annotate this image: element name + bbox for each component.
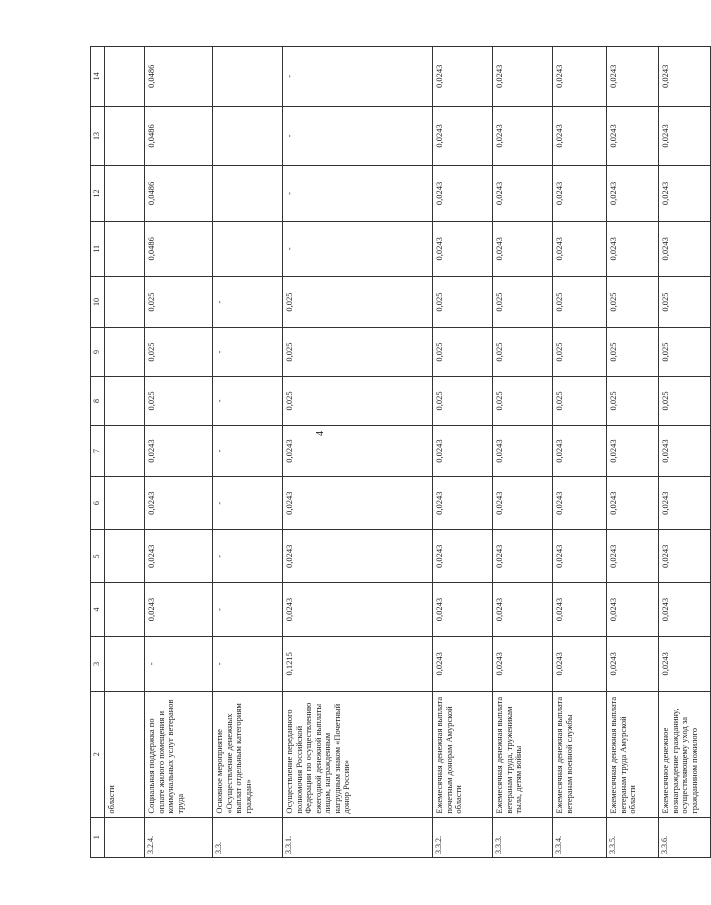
page-number: 4 xyxy=(315,431,326,436)
value-cell: 0,0243 xyxy=(433,425,493,476)
value-cell: 0,0243 xyxy=(493,477,553,530)
value-cell: 0,0243 xyxy=(553,221,607,276)
value-cell xyxy=(105,221,145,276)
table-row xyxy=(493,47,553,858)
value-cell: - xyxy=(283,221,433,276)
header-cell: 13 xyxy=(91,106,105,166)
header-cell: 2 xyxy=(91,691,105,817)
rotated-table-wrapper xyxy=(90,46,699,858)
value-cell: 0,0243 xyxy=(433,530,493,583)
value-cell: 0,0243 xyxy=(553,47,607,107)
value-cell xyxy=(105,276,145,327)
value-cell: 0,0243 xyxy=(145,583,213,636)
value-cell xyxy=(105,166,145,221)
value-cell: 0,0243 xyxy=(493,106,553,166)
value-cell: - xyxy=(145,636,213,691)
value-cell xyxy=(105,477,145,530)
value-cell: 0,025 xyxy=(145,377,213,426)
row-name: Осуществление переданного полномочия Российской Федерации по осуществлению ежегодной денежной выплаты лицам, награжденным нагрудным знаком «Почетный донор России» xyxy=(283,691,433,817)
value-cell: 0,0243 xyxy=(659,636,711,691)
value-cell: 0,0243 xyxy=(659,477,711,530)
value-cell: 0,0243 xyxy=(433,477,493,530)
value-cell: 0,1215 xyxy=(283,636,433,691)
value-cell: 0,0486 xyxy=(145,106,213,166)
value-cell: 0,025 xyxy=(493,377,553,426)
value-cell: - xyxy=(213,377,283,426)
value-cell: 0,0243 xyxy=(283,425,433,476)
table-row xyxy=(433,47,493,858)
row-name: Социальная поддержка по оплате жилого помещения и коммунальных услуг ветеранов труда xyxy=(145,691,213,817)
row-name: Ежемесячное денежное вознаграждение гражданину, осуществляющему уход за гражданином пожилого xyxy=(659,691,711,817)
value-cell: 0,025 xyxy=(145,328,213,377)
value-cell: 0,0243 xyxy=(283,530,433,583)
value-cell xyxy=(105,425,145,476)
row-name: Основное мероприятие «Осуществление денежных выплат отдельным категориям граждан» xyxy=(213,691,283,817)
value-cell xyxy=(213,221,283,276)
value-cell xyxy=(105,106,145,166)
header-cell: 11 xyxy=(91,221,105,276)
value-cell xyxy=(105,47,145,107)
row-code: 3.3.6. xyxy=(659,817,711,857)
value-cell: 0,0243 xyxy=(433,47,493,107)
value-cell: 0,025 xyxy=(607,276,659,327)
row-code: 3.3.5. xyxy=(607,817,659,857)
value-cell: 0,0243 xyxy=(553,477,607,530)
value-cell: 0,0243 xyxy=(607,106,659,166)
table-row xyxy=(659,47,711,858)
header-cell: 14 xyxy=(91,47,105,107)
value-cell xyxy=(105,583,145,636)
value-cell: 0,0243 xyxy=(283,583,433,636)
table-row xyxy=(283,47,433,858)
data-table xyxy=(90,46,711,858)
value-cell: 0,0486 xyxy=(145,221,213,276)
value-cell: - xyxy=(213,477,283,530)
value-cell: 0,025 xyxy=(553,276,607,327)
value-cell: 0,025 xyxy=(553,328,607,377)
header-cell: 6 xyxy=(91,477,105,530)
value-cell: 0,0243 xyxy=(493,47,553,107)
value-cell: 0,025 xyxy=(659,377,711,426)
value-cell xyxy=(105,377,145,426)
row-code: 3.3.1. xyxy=(283,817,433,857)
value-cell: 0,0243 xyxy=(659,47,711,107)
value-cell: 0,0243 xyxy=(433,166,493,221)
row-name: Ежемесячная денежная выплата ветеранам военной службы xyxy=(553,691,607,817)
value-cell: 0,0243 xyxy=(493,530,553,583)
value-cell: - xyxy=(213,328,283,377)
value-cell: 0,0243 xyxy=(493,425,553,476)
row-name: области xyxy=(105,691,145,817)
value-cell: 0,025 xyxy=(283,377,433,426)
value-cell: 0,0243 xyxy=(145,477,213,530)
row-code: 3.3.4. xyxy=(553,817,607,857)
value-cell: 0,0243 xyxy=(607,221,659,276)
value-cell: 0,0243 xyxy=(433,106,493,166)
header-cell: 5 xyxy=(91,530,105,583)
value-cell: 0,0243 xyxy=(553,636,607,691)
value-cell: 0,0243 xyxy=(553,106,607,166)
row-code xyxy=(105,817,145,857)
value-cell: 0,0243 xyxy=(553,166,607,221)
value-cell: 0,0243 xyxy=(607,477,659,530)
value-cell: 0,0243 xyxy=(433,221,493,276)
row-code: 3.3.2. xyxy=(433,817,493,857)
row-code: 3.3. xyxy=(213,817,283,857)
row-name: Ежемесячная денежная выплата ветеранам труда Амурской области xyxy=(607,691,659,817)
value-cell: 0,0243 xyxy=(659,166,711,221)
value-cell: 0,025 xyxy=(283,276,433,327)
header-cell: 4 xyxy=(91,583,105,636)
value-cell: 0,025 xyxy=(607,328,659,377)
header-cell: 8 xyxy=(91,377,105,426)
value-cell: 0,0243 xyxy=(659,583,711,636)
value-cell: - xyxy=(283,106,433,166)
value-cell: 0,0243 xyxy=(607,166,659,221)
value-cell: 0,0243 xyxy=(493,166,553,221)
header-cell: 3 xyxy=(91,636,105,691)
value-cell xyxy=(105,328,145,377)
table-row xyxy=(145,47,213,858)
header-cell: 7 xyxy=(91,425,105,476)
value-cell: 0,0243 xyxy=(659,106,711,166)
value-cell: 0,025 xyxy=(607,377,659,426)
header-cell: 9 xyxy=(91,328,105,377)
value-cell: 0,0243 xyxy=(553,583,607,636)
table-row xyxy=(607,47,659,858)
value-cell: 0,0243 xyxy=(659,425,711,476)
table-row xyxy=(553,47,607,858)
header-cell: 10 xyxy=(91,276,105,327)
value-cell: - xyxy=(213,276,283,327)
value-cell: - xyxy=(213,583,283,636)
value-cell: 0,0243 xyxy=(553,425,607,476)
header-cell: 12 xyxy=(91,166,105,221)
value-cell: 0,0243 xyxy=(493,221,553,276)
row-name: Ежемесячная денежная выплата почетным донорам Амурской области xyxy=(433,691,493,817)
value-cell: 0,0243 xyxy=(145,530,213,583)
value-cell: - xyxy=(213,530,283,583)
value-cell: 0,0243 xyxy=(433,583,493,636)
value-cell: 0,0486 xyxy=(145,47,213,107)
value-cell: - xyxy=(283,166,433,221)
header-row xyxy=(91,47,105,858)
value-cell: 0,0243 xyxy=(433,636,493,691)
value-cell: 0,0486 xyxy=(145,166,213,221)
value-cell xyxy=(213,166,283,221)
value-cell xyxy=(213,47,283,107)
value-cell: 0,025 xyxy=(433,328,493,377)
value-cell: 0,0243 xyxy=(493,636,553,691)
value-cell: 0,0243 xyxy=(607,583,659,636)
value-cell: 0,0243 xyxy=(607,47,659,107)
value-cell: 0,025 xyxy=(493,328,553,377)
value-cell: 0,0243 xyxy=(145,425,213,476)
value-cell: 0,0243 xyxy=(607,425,659,476)
value-cell: 0,025 xyxy=(659,276,711,327)
value-cell: 0,0243 xyxy=(607,530,659,583)
table-row xyxy=(105,47,145,858)
value-cell: 0,0243 xyxy=(553,530,607,583)
value-cell: 0,025 xyxy=(433,276,493,327)
value-cell xyxy=(105,636,145,691)
value-cell: - xyxy=(283,47,433,107)
value-cell: 0,0243 xyxy=(607,636,659,691)
value-cell: 0,025 xyxy=(493,276,553,327)
value-cell: 0,025 xyxy=(145,276,213,327)
value-cell: 0,025 xyxy=(433,377,493,426)
value-cell: 0,025 xyxy=(659,328,711,377)
table-row xyxy=(213,47,283,858)
row-code: 3.2.4. xyxy=(145,817,213,857)
value-cell: 0,0243 xyxy=(659,221,711,276)
value-cell xyxy=(213,106,283,166)
value-cell: 0,0243 xyxy=(659,530,711,583)
header-cell: 1 xyxy=(91,817,105,857)
value-cell: 0,025 xyxy=(553,377,607,426)
value-cell: - xyxy=(213,425,283,476)
row-code: 3.3.3. xyxy=(493,817,553,857)
value-cell: 0,0243 xyxy=(283,477,433,530)
row-name: Ежемесячная денежная выплата ветеранам труда, труженикам тыла, детям войны xyxy=(493,691,553,817)
value-cell xyxy=(105,530,145,583)
table-body xyxy=(91,47,711,858)
value-cell: 0,0243 xyxy=(493,583,553,636)
value-cell: - xyxy=(213,636,283,691)
value-cell: 0,025 xyxy=(283,328,433,377)
